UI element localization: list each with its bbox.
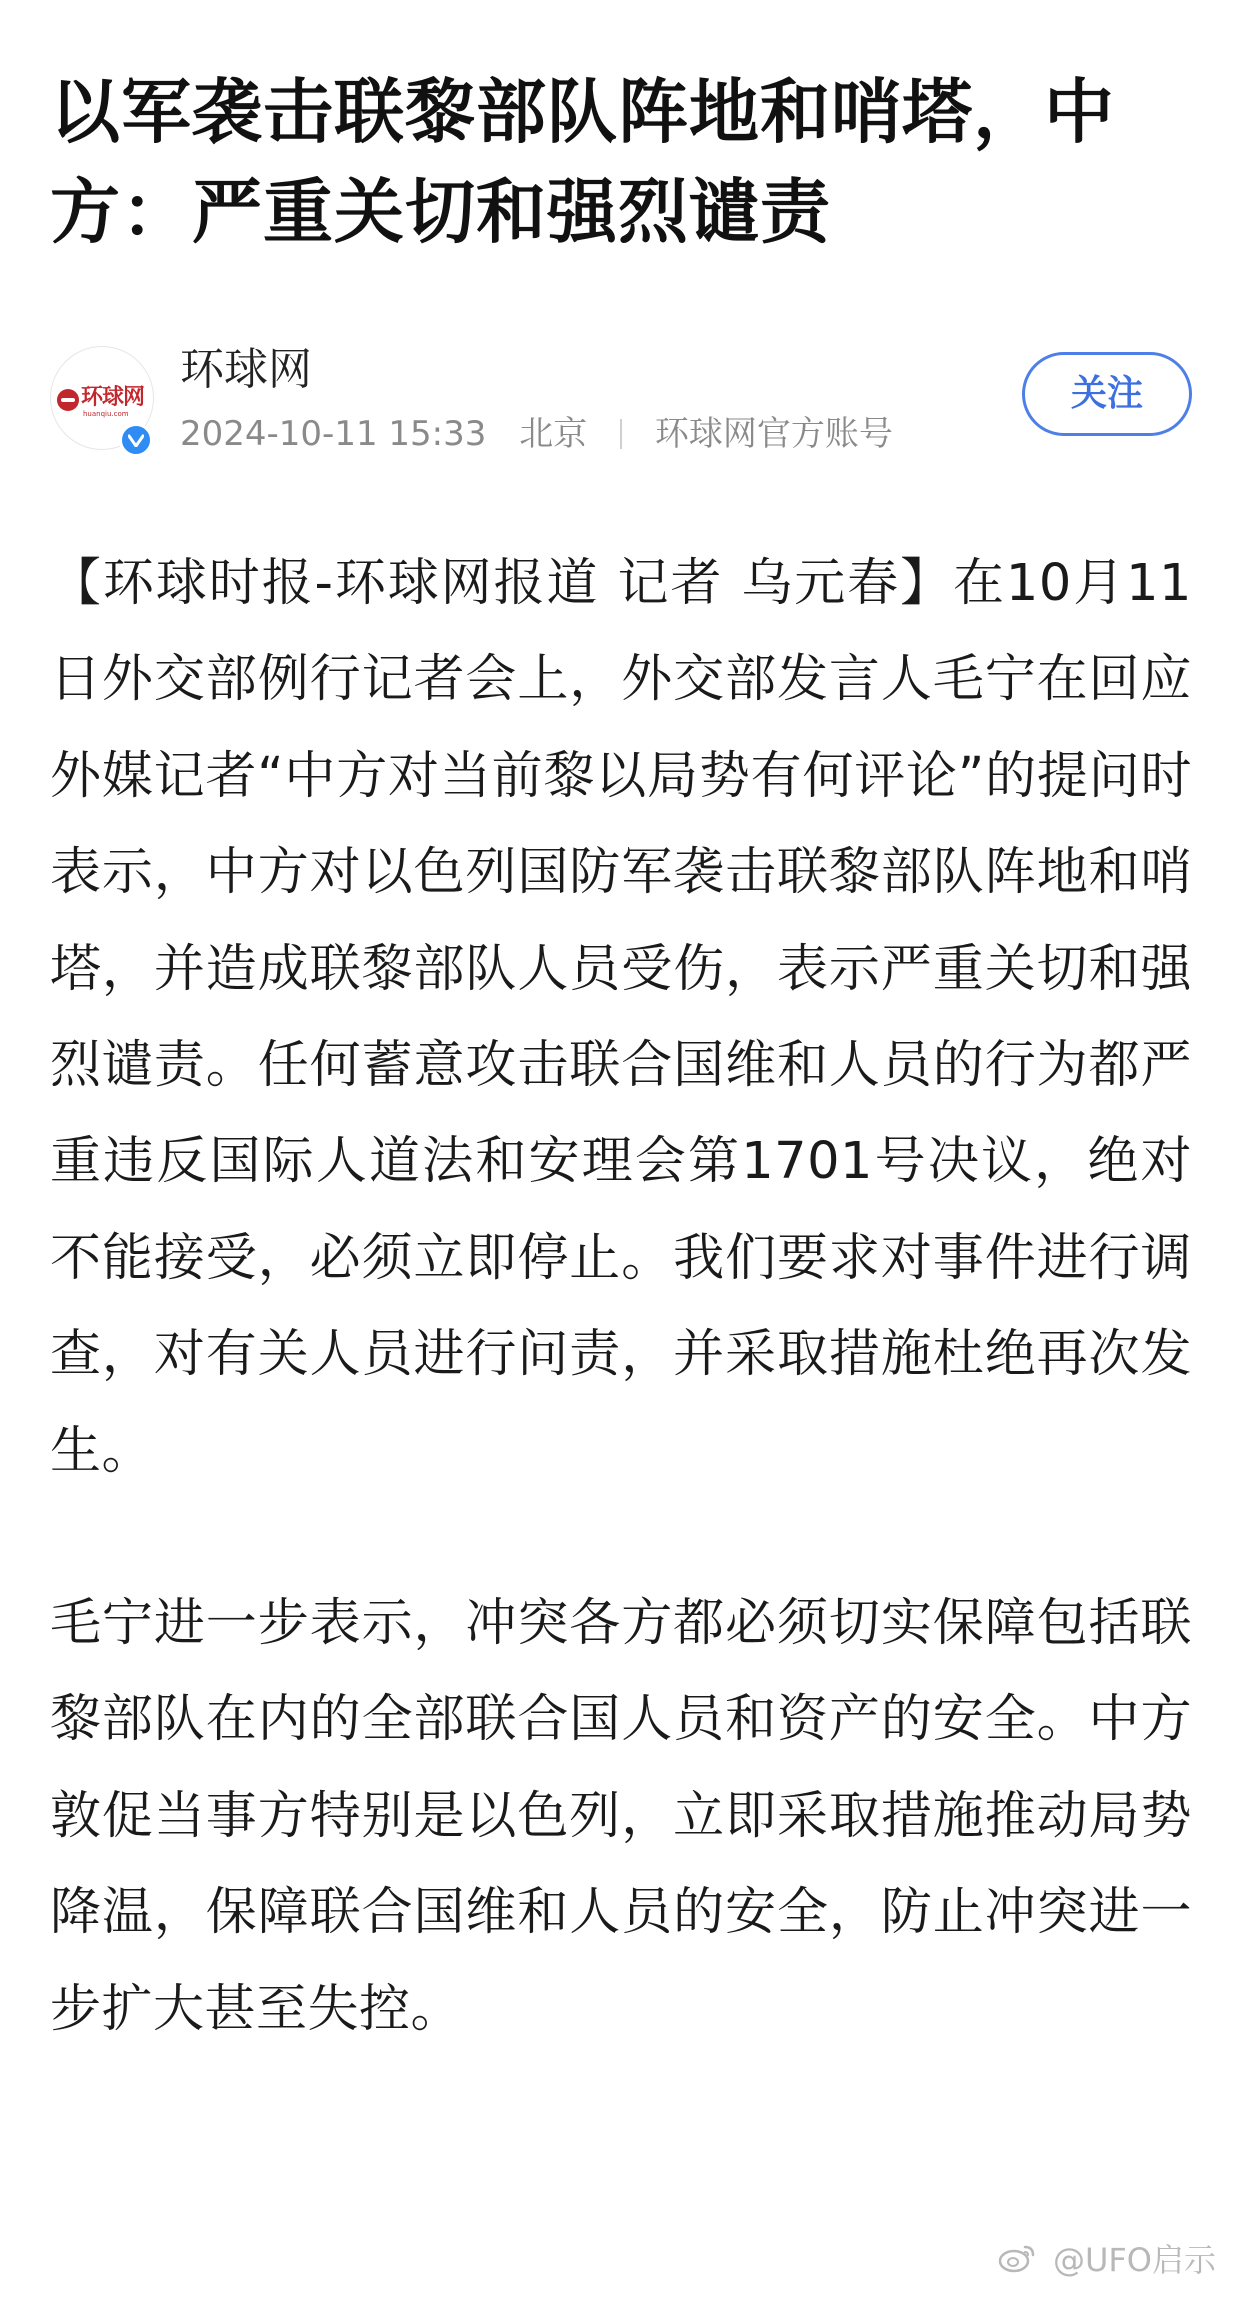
- author-row: [50, 338, 1192, 458]
- logo-swoosh-icon: [57, 389, 79, 411]
- publish-meta: [180, 410, 893, 456]
- follow-button[interactable]: 关注: [1022, 352, 1192, 436]
- author-avatar[interactable]: [50, 346, 154, 450]
- watermark-text: @UFO启示: [1052, 2240, 1216, 2279]
- author-name[interactable]: 环球网: [180, 344, 312, 395]
- huanqiu-logo: [57, 381, 149, 421]
- verified-badge-icon: [119, 423, 153, 457]
- logo-subtext: huanqiu.com: [83, 410, 129, 418]
- weibo-watermark: [997, 2240, 1216, 2283]
- meta-divider: [620, 419, 622, 449]
- publish-datetime: 2024-10-11 15:33: [180, 413, 487, 454]
- logo-text: 环球网: [81, 385, 145, 410]
- article-body: [50, 536, 1192, 2058]
- weibo-icon: [997, 2241, 1037, 2282]
- account-type: 环球网官方账号: [654, 413, 893, 454]
- article-paragraph: 毛宁进一步表示，冲突各方都必须切实保障包括联黎部队在内的全部联合国人员和资产的安全。中方敦促当事方特别是以色列，立即采取措施推动局势降温，保障联合国维和人员的安全，防止冲突进一步扩大甚至失控。: [50, 1594, 1192, 2039]
- publish-location: 北京: [519, 413, 588, 454]
- article-paragraph: 【环球时报-环球网报道 记者 乌元春】在10月11日外交部例行记者会上，外交部发言人毛宁在回应外媒记者“中方对当前黎以局势有何评论”的提问时表示，中方对以色列国防军袭击联黎部队阵地和哨塔，并造成联黎部队人员受伤，表示严重关切和强烈谴责。任何蓄意攻击联合国维和人员的行为都严重违反国际人道法和安理会第1701号决议，绝对不能接受，必须立即停止。我们要求对事件进行调查，对有关人员进行问责，并采取措施杜绝再次发生。: [50, 554, 1192, 1481]
- article-title: 以军袭击联黎部队阵地和哨塔，中方：严重关切和强烈谴责: [50, 71, 1115, 253]
